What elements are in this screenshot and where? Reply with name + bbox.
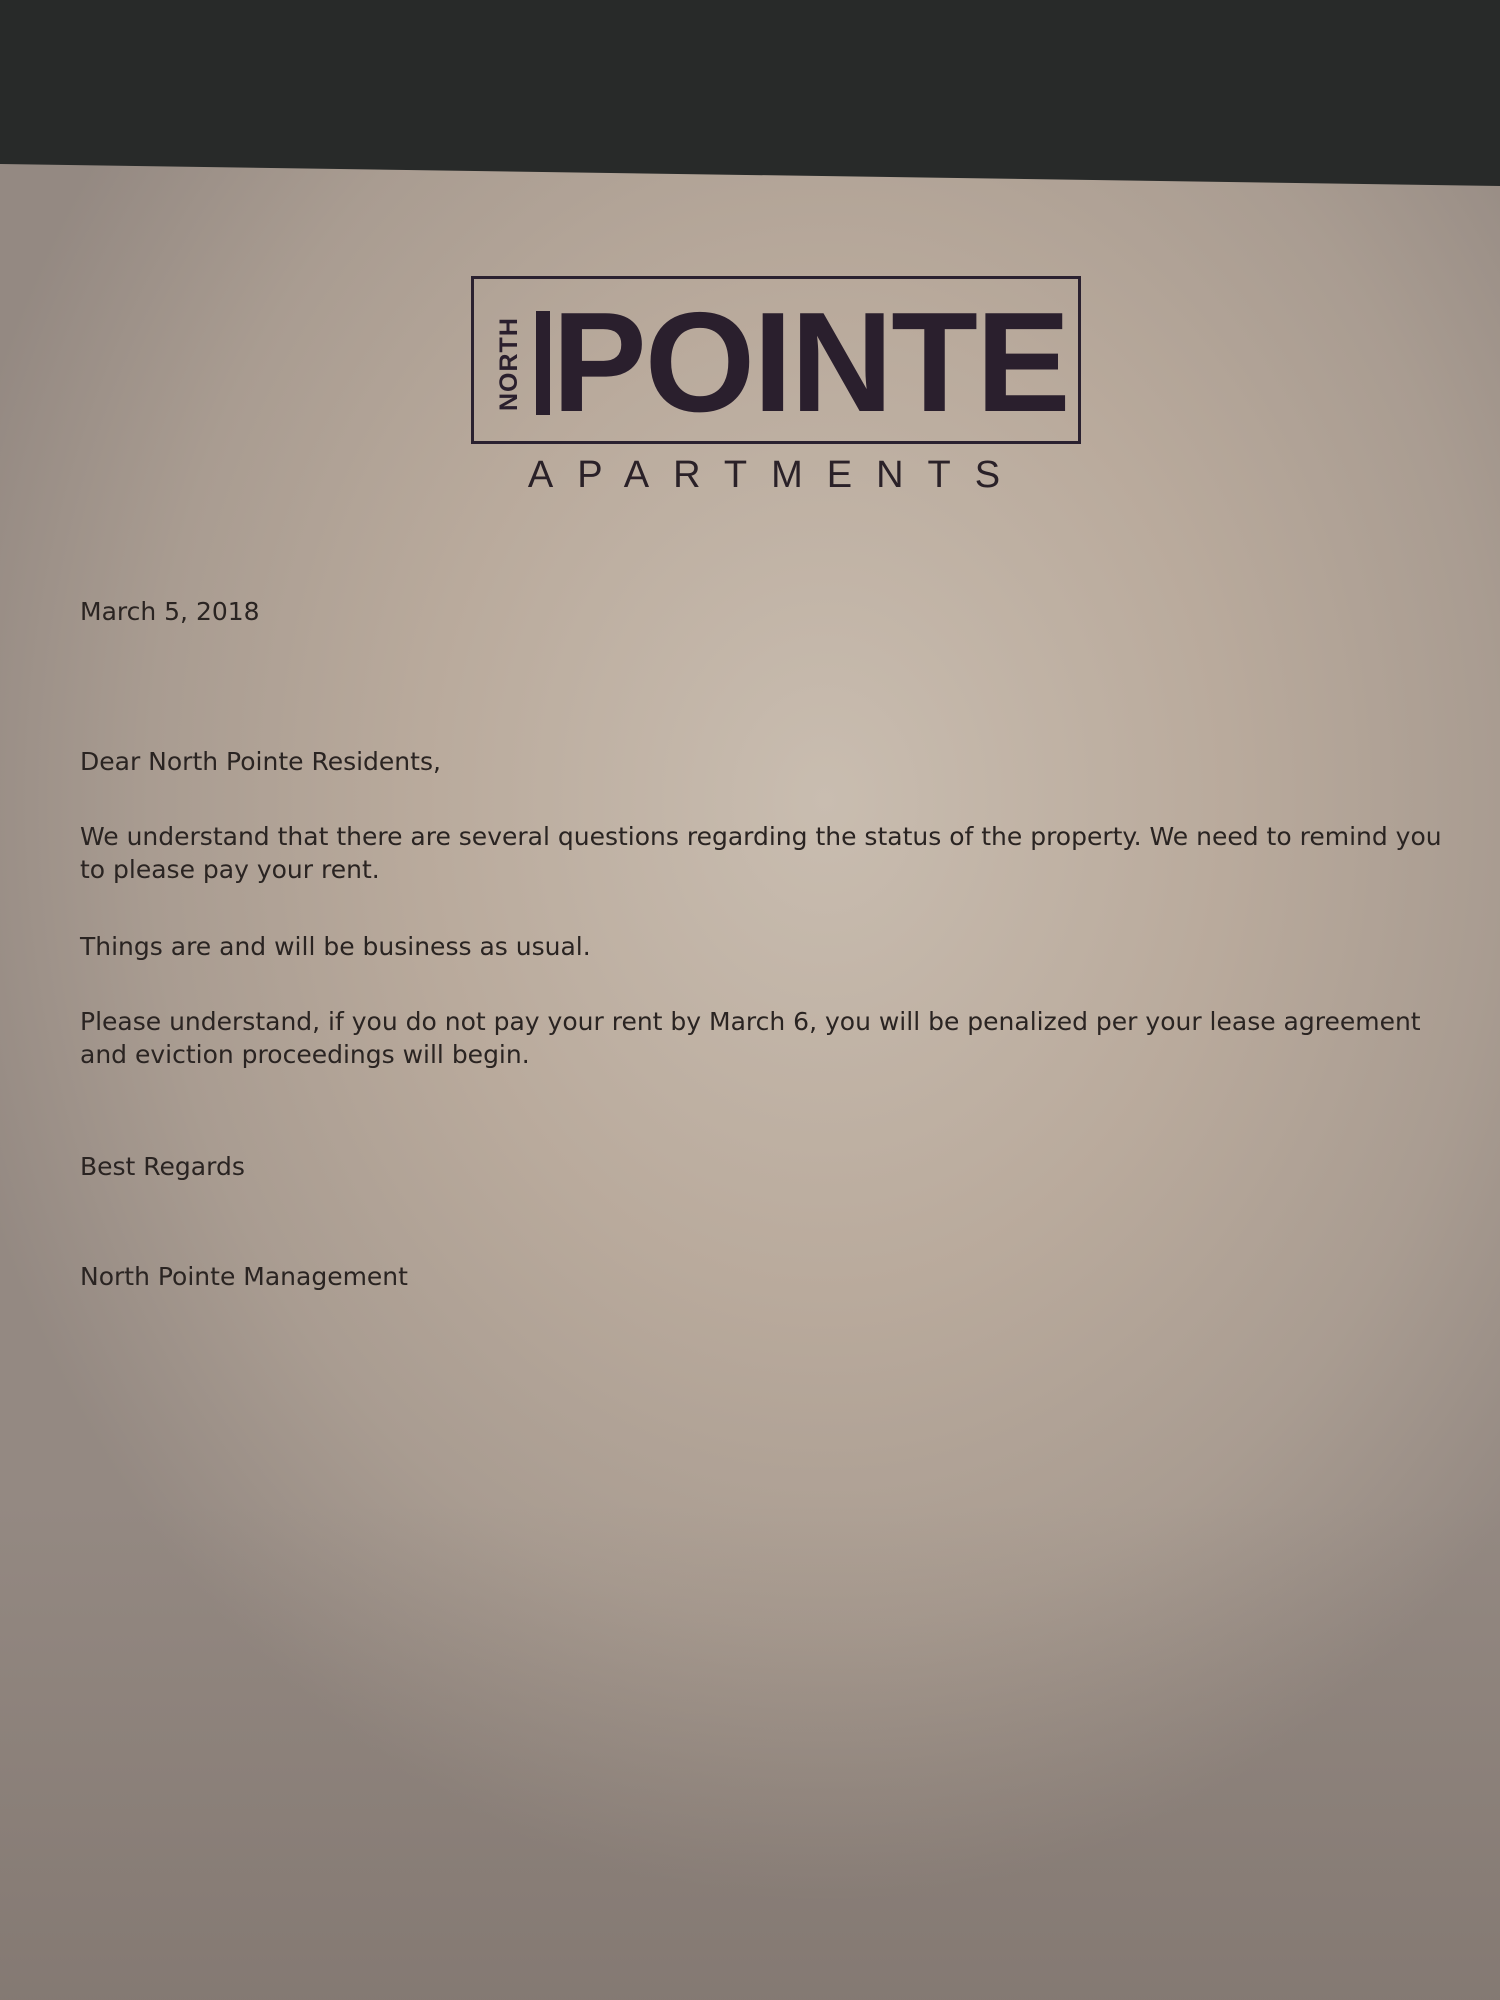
letter-signature: North Pointe Management [80,1262,408,1291]
logo-divider-bar [536,311,550,415]
letter-paragraph: Things are and will be business as usual. [80,932,591,961]
north-pointe-logo [471,276,1081,444]
logo-north-text: NORTH [495,317,523,411]
letter-closing: Best Regards [80,1152,245,1181]
letter-date: March 5, 2018 [80,597,260,626]
letter-salutation: Dear North Pointe Residents, [80,747,441,776]
logo-pointe-text: POINTE [552,283,1069,442]
logo-apartments-text: APARTMENTS [527,454,1025,496]
letter-paragraph: We understand that there are several questions regarding the status of the property. We need to remind you to please pay your rent. [80,822,1442,884]
letter-paragraph: Please understand, if you do not pay your rent by March 6, you will be penalized per your lease agreement and eviction proceedings will begin. [80,1007,1421,1069]
